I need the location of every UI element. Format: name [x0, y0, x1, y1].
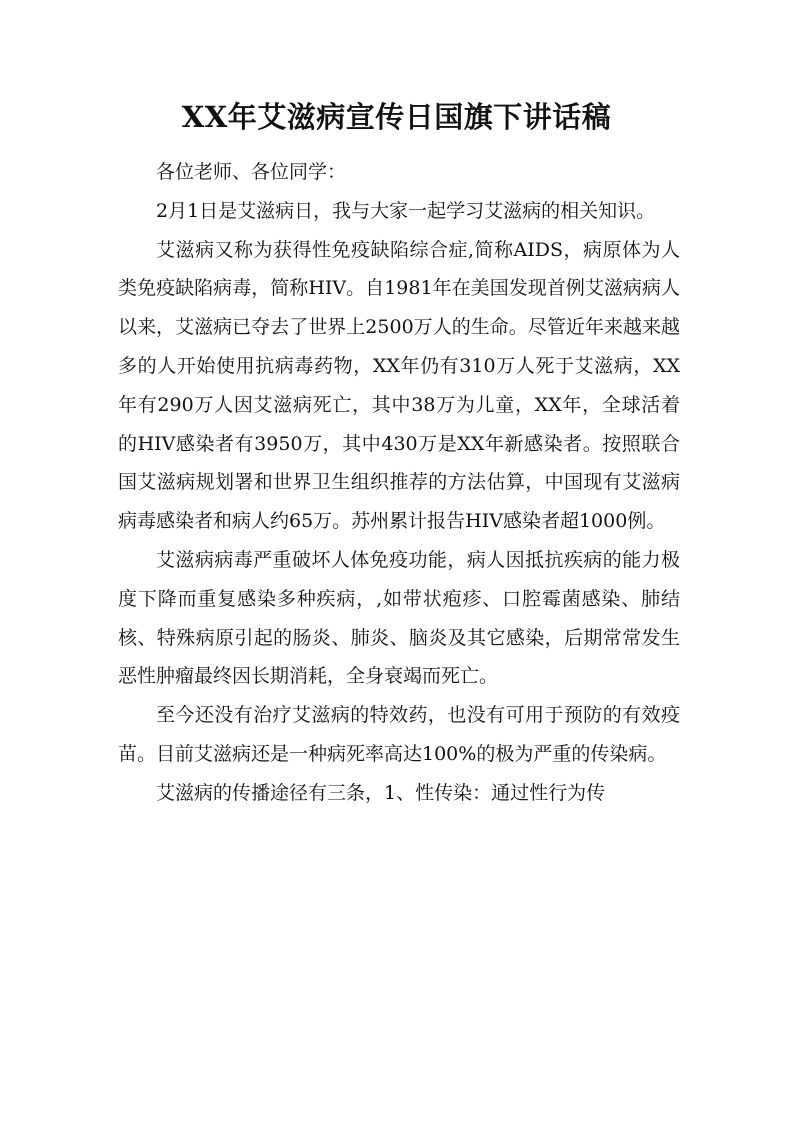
paragraph-immune-damage: 艾滋病病毒严重破坏人体免疫功能，病人因抵抗疾病的能力极度下降而重复感染多种疾病，,如带状疱疹、口腔霉菌感染、肺结核、特殊病原引起的肠炎、肺炎、脑炎及其它感染，后期常常发生恶性肿瘤最终因长期消耗，全身衰竭而死亡。 [118, 548, 680, 688]
paragraph-salutation: 各位老师、各位同学： [156, 161, 347, 183]
paragraph-aids-definition: 艾滋病又称为获得性免疫缺陷综合症,简称AIDS，病原体为人类免疫缺陷病毒，简称HIV。自1981年在美国发现首例艾滋病病人以来，艾滋病已夺去了世界上2500万人的生命。尽管近年来越来越多的人开始使用抗病毒药物，XX年仍有310万人死于艾滋病，XX年有290万人因艾滋病死亡，其中38万为儿童，XX年，全球活着的HIV感染者有3950万，其中430万是XX年新感染者。按照联合国艾滋病规划署和世界卫生组织推荐的方法估算，中国现有艾滋病病毒感染者和病人约65万。苏州累计报告HIV感染者超1000例。 [118, 238, 680, 533]
document-title: XX年艾滋病宣传日国旗下讲话稿 [181, 100, 612, 134]
paragraph-transmission: 艾滋病的传播途径有三条，1、性传染：通过性行为传 [156, 781, 606, 804]
paragraph-intro: 2月1日是艾滋病日，我与大家一起学习艾滋病的相关知识。 [156, 199, 656, 222]
paragraph-no-cure: 至今还没有治疗艾滋病的特效药，也没有可用于预防的有效疫苗。目前艾滋病还是一种病死率高达100%的极为严重的传染病。 [118, 704, 680, 765]
document-body [118, 153, 680, 813]
